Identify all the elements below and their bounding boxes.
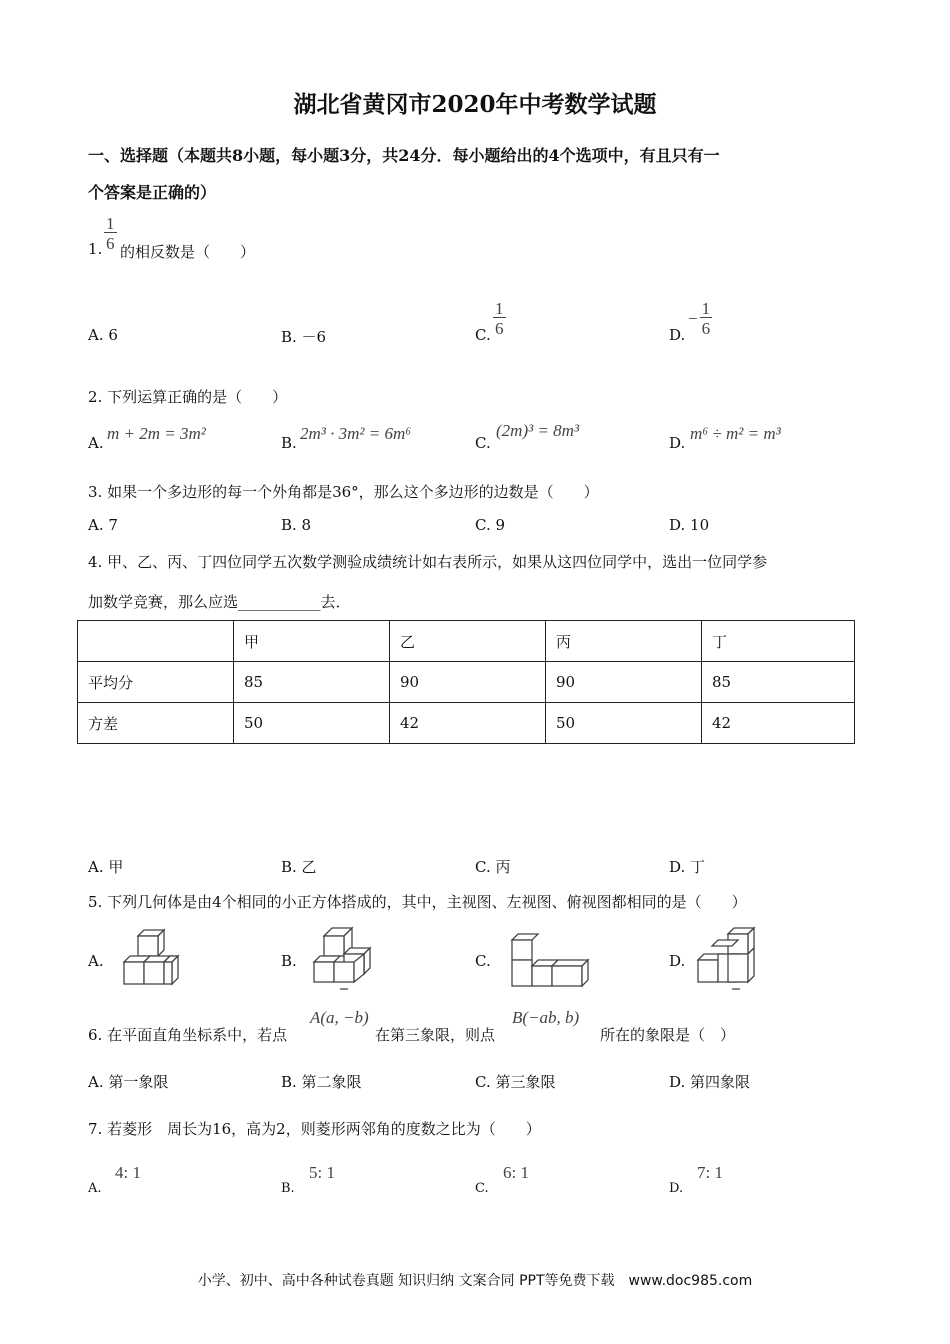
q1-d-den: 6	[701, 319, 711, 338]
q1-number: 1.	[88, 240, 103, 258]
table-cell: 50	[546, 703, 702, 744]
q1-option-b: B. －6	[281, 328, 327, 346]
q4-text-line2: 加数学竞赛，那么应选___________去．	[88, 593, 351, 611]
q1-c-num: 1	[495, 299, 504, 318]
q2-option-c-label: C.	[475, 434, 491, 452]
cube-figure-b-icon	[310, 926, 380, 992]
cube-figure-a-icon	[120, 926, 186, 992]
q7-option-c-label: C.	[475, 1181, 489, 1196]
q1-frac-den: 6	[106, 234, 115, 253]
q2-option-a-label: A.	[88, 434, 104, 452]
table-cell: 丙	[546, 621, 702, 662]
table-cell: 42	[390, 703, 546, 744]
q7-option-b-label: B.	[281, 1181, 295, 1196]
score-table	[77, 620, 855, 744]
q6-text-post: 所在的象限是（ ）	[600, 1026, 736, 1044]
table-cell: 平均分	[78, 662, 234, 703]
q6-option-d: D. 第四象限	[669, 1073, 751, 1091]
q1-d-num: 1	[701, 299, 711, 318]
q1-option-d-fraction	[688, 300, 712, 337]
q7-text: 7. 若菱形 周长为16，高为2，则菱形两邻角的度数之比为（ ）	[88, 1120, 541, 1138]
q6-point-a: A(a, −b)	[310, 1008, 369, 1027]
q7-option-a-value: 4: 1	[115, 1163, 141, 1182]
q3-option-d: D. 10	[669, 516, 710, 534]
q7-option-c-value: 6: 1	[503, 1163, 529, 1182]
q2-option-b-label: B.	[281, 434, 297, 452]
q3-text: 3. 如果一个多边形的每一个外角都是36°，那么这个多边形的边数是（ ）	[88, 483, 599, 501]
table-cell: 方差	[78, 703, 234, 744]
table-row	[78, 662, 855, 703]
q1-option-d-label: D.	[669, 326, 686, 344]
q1-text: 的相反数是（ ）	[120, 243, 256, 261]
q4-option-d: D. 丁	[669, 858, 706, 876]
q7-option-b-value: 5: 1	[309, 1163, 335, 1182]
table-cell: 85	[234, 662, 390, 703]
table-cell: 90	[546, 662, 702, 703]
q6-point-b: B(−ab, b)	[512, 1008, 580, 1027]
q6-option-c: C. 第三象限	[475, 1073, 556, 1091]
cube-figure-c-icon	[508, 930, 594, 992]
q4-option-c: C. 丙	[475, 858, 511, 876]
table-cell: 丁	[702, 621, 855, 662]
table-cell: 90	[390, 662, 546, 703]
table-cell: 85	[702, 662, 855, 703]
q7-option-a-label: A.	[88, 1181, 102, 1196]
table-header-row	[78, 621, 855, 662]
q7-option-d-label: D.	[669, 1181, 684, 1196]
q1-fraction	[104, 215, 117, 252]
q5-option-a-label: A.	[88, 952, 104, 970]
q6-text-pre: 6. 在平面直角坐标系中，若点	[88, 1026, 288, 1044]
q4-option-a: A. 甲	[88, 858, 124, 876]
q1-frac-num: 1	[106, 214, 115, 233]
q1-option-a: A. 6	[88, 326, 118, 344]
q2-text: 2. 下列运算正确的是（ ）	[88, 388, 288, 406]
table-cell: 乙	[390, 621, 546, 662]
q1-option-c-fraction	[493, 300, 506, 337]
table-row	[78, 703, 855, 744]
q2-option-d-expr: m⁶ ÷ m² = m³	[690, 424, 781, 443]
table-cell: 42	[702, 703, 855, 744]
q3-option-a: A. 7	[88, 516, 118, 534]
q7-option-d-value: 7: 1	[697, 1163, 723, 1182]
q2-option-b-expr: 2m³ · 3m² = 6m⁶	[300, 424, 412, 443]
q6-text-mid: 在第三象限，则点	[375, 1026, 496, 1044]
q1-option-c-label: C.	[475, 326, 491, 344]
q5-option-b-label: B.	[281, 952, 297, 970]
q2-option-c-expr: (2m)³ = 8m³	[496, 421, 580, 440]
q1-c-den: 6	[495, 319, 504, 338]
q5-text: 5. 下列几何体是由4个相同的小正方体搭成的，其中，主视图、左视图、俯视图都相同的是（ ）	[88, 893, 747, 911]
q4-option-b: B. 乙	[281, 858, 317, 876]
table-cell: 甲	[234, 621, 390, 662]
q6-option-a: A. 第一象限	[88, 1073, 169, 1091]
q6-option-b: B. 第二象限	[281, 1073, 362, 1091]
cube-figure-d-icon	[694, 926, 766, 992]
q3-option-c: C. 9	[475, 516, 506, 534]
footer-banner: 小学、初中、高中各种试卷真题 知识归纳 文案合同 PPT等免费下载 www.doc985.com	[197, 1273, 753, 1289]
q2-option-d-label: D.	[669, 434, 686, 452]
section-heading-line1: 一、选择题（本题共8小题，每小题3分，共24分．每小题给出的4个选项中，有且只有一	[88, 146, 720, 165]
section-heading-line2: 个答案是正确的）	[88, 183, 217, 202]
q4-text-line1: 4. 甲、乙、丙、丁四位同学五次数学测验成绩统计如右表所示，如果从这四位同学中，选出一位同学参	[88, 553, 768, 571]
q3-option-b: B. 8	[281, 516, 312, 534]
q1-d-sign: −	[688, 309, 698, 328]
q5-option-d-label: D.	[669, 952, 686, 970]
q5-option-c-label: C.	[475, 952, 491, 970]
table-cell: 50	[234, 703, 390, 744]
table-cell	[78, 621, 234, 662]
page-title: 湖北省黄冈市2020年中考数学试题	[293, 91, 657, 118]
q2-option-a-expr: m + 2m = 3m²	[107, 424, 206, 443]
